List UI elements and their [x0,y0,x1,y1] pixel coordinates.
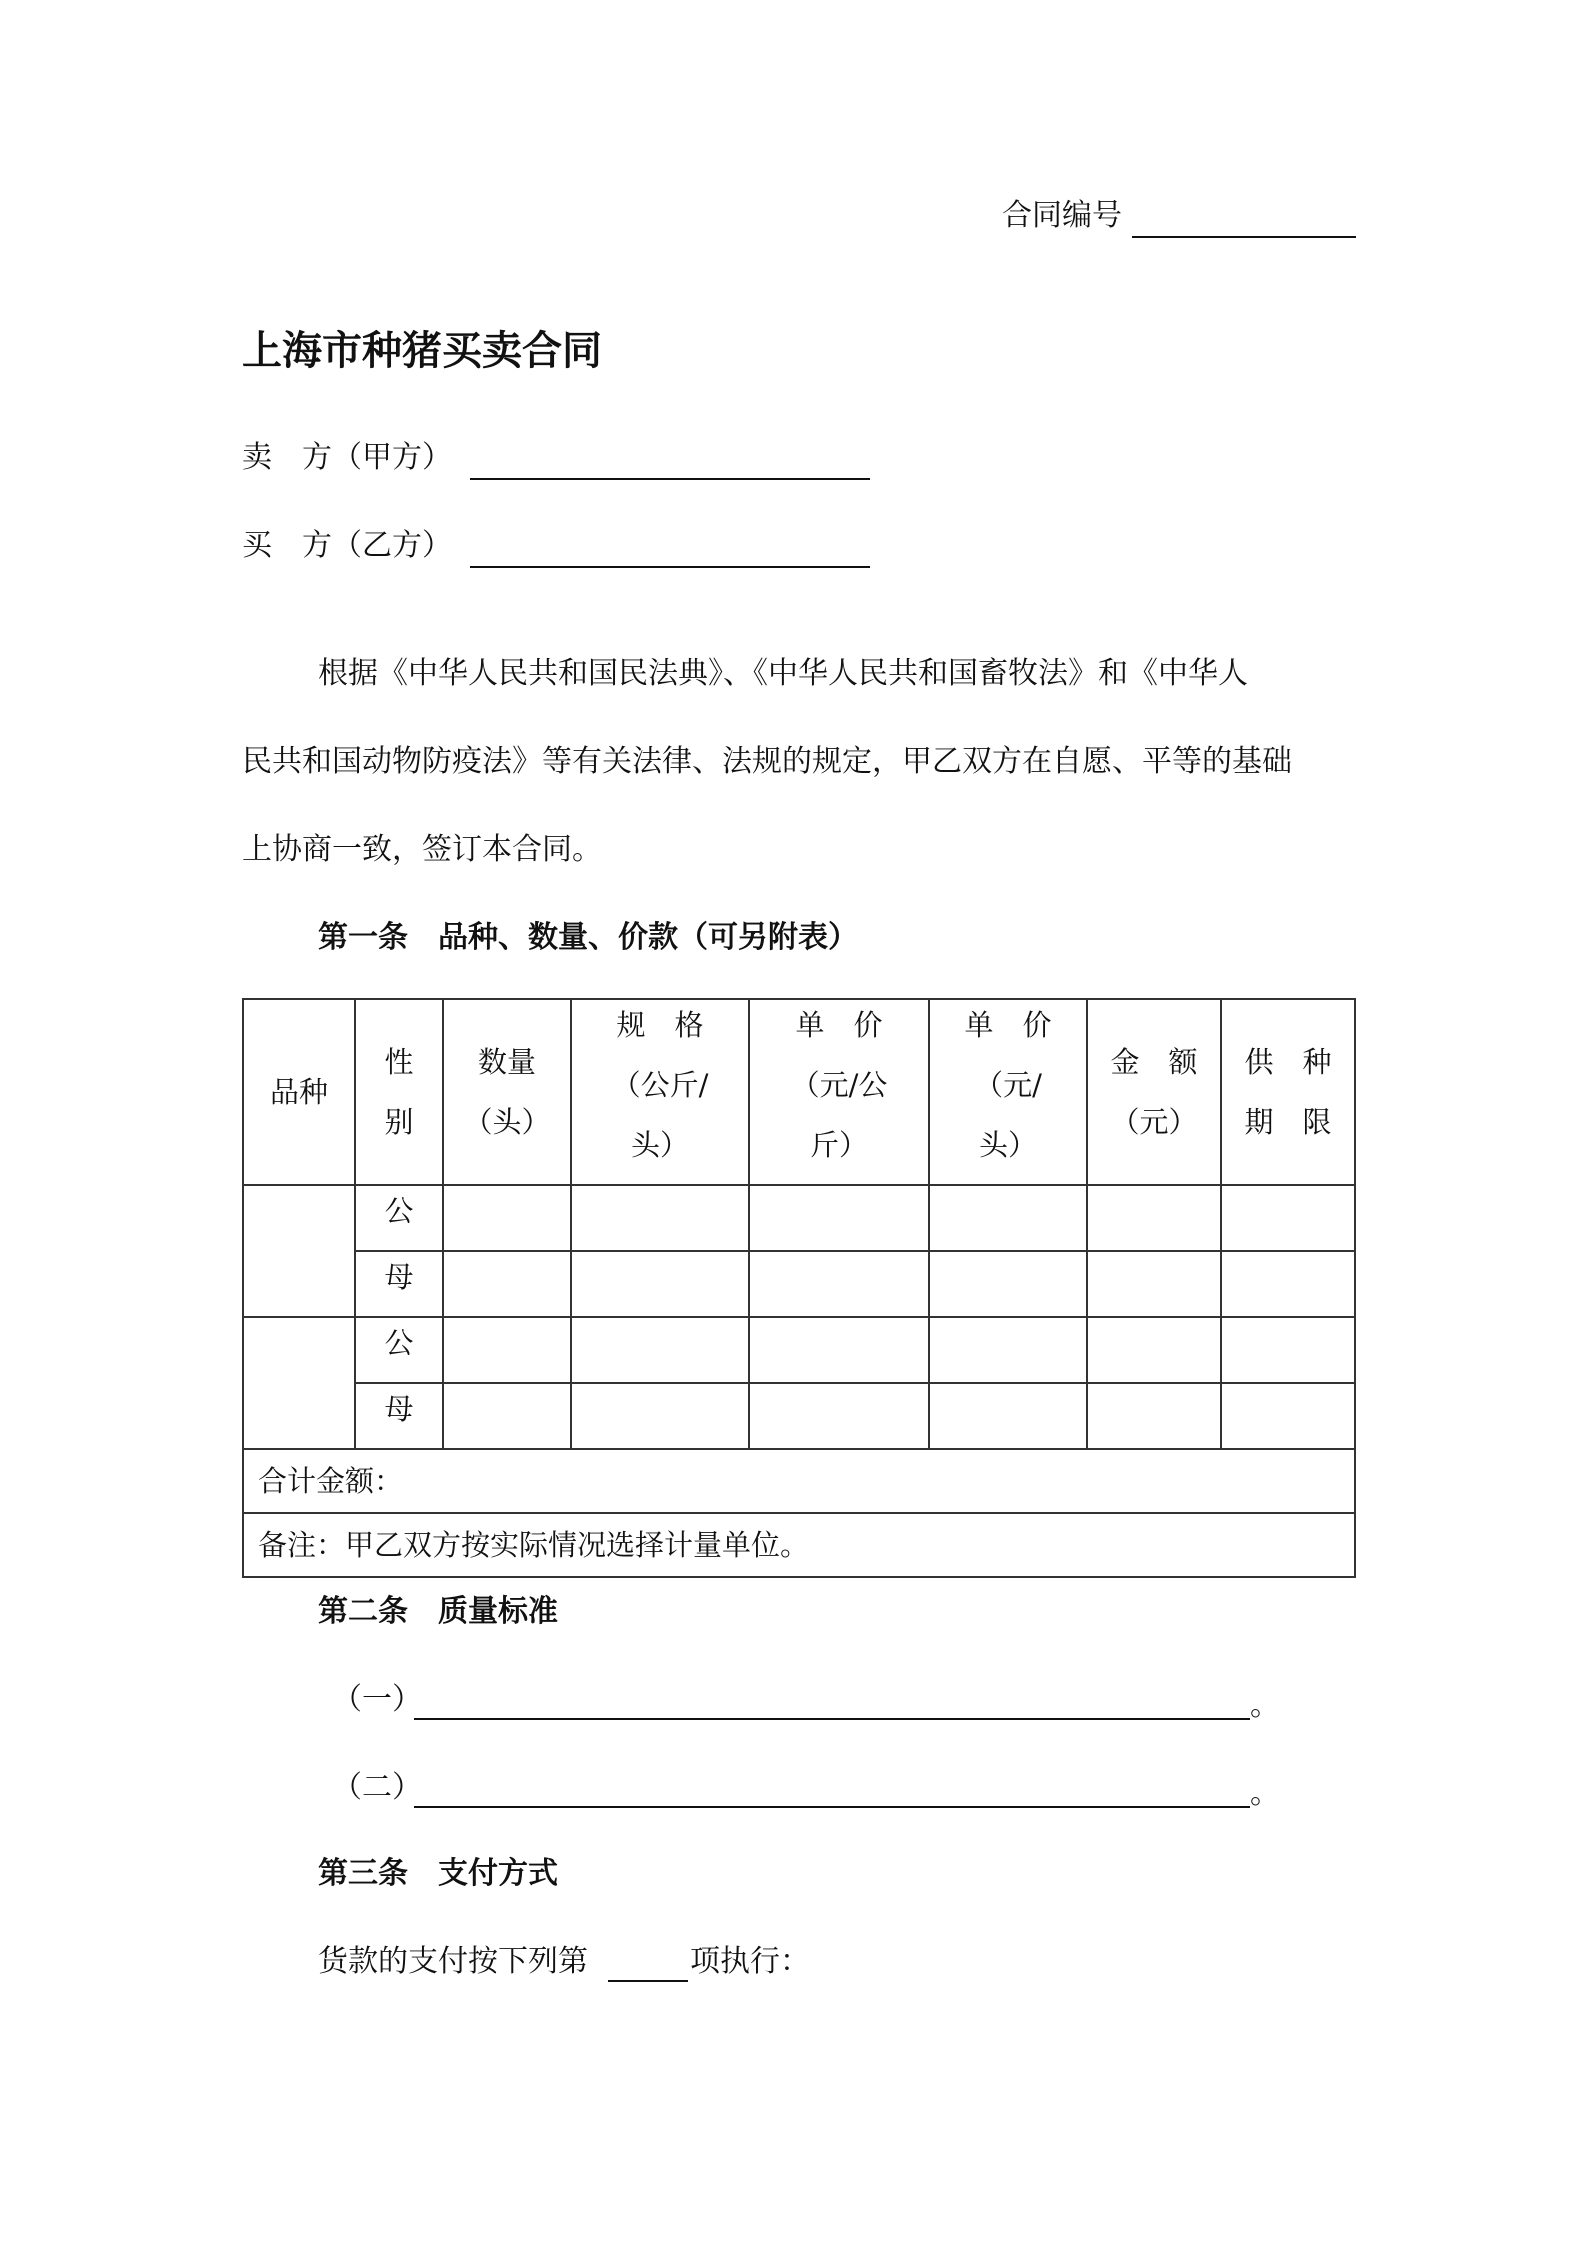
total-amount-cell[interactable]: 合计金额： [243,1449,1355,1513]
header-price-per-kg-line-3: 斤） [809,1128,868,1162]
price-per-head-cell[interactable] [929,1185,1087,1251]
sex-cell-male: 公 [355,1185,443,1251]
price-per-kg-cell[interactable] [749,1251,929,1317]
buyer-name-field[interactable] [470,566,870,568]
quality-item-1-period: 。 [1250,1688,1280,1723]
intro-paragraph-line-2: 民共和国动物防疫法》等有关法律、法规的规定，甲乙双方在自愿、平等的基础 [242,744,1292,779]
quality-item-1-field[interactable] [414,1718,1250,1720]
quality-item-2-field[interactable] [414,1806,1250,1808]
sex-cell-female: 母 [355,1251,443,1317]
quantity-cell[interactable] [443,1317,571,1383]
header-price-per-head-line-1: 单 价 [964,1008,1052,1042]
contract-number-label: 合同编号 [1002,198,1122,233]
price-per-head-cell[interactable] [929,1383,1087,1449]
header-quantity-line-1: 数量 [477,1045,536,1079]
table-row [243,1317,1355,1383]
product-table [242,998,1356,1578]
intro-paragraph-line-3: 上协商一致，签订本合同。 [242,832,602,867]
header-quantity-line-2: （头） [463,1105,551,1139]
breed-cell[interactable] [243,1317,355,1449]
header-spec-line-2: （公斤/ [611,1068,709,1102]
price-per-kg-cell[interactable] [749,1185,929,1251]
header-spec-line-1: 规 格 [616,1008,704,1042]
payment-option-field[interactable] [608,1980,688,1982]
header-supply-term [1221,999,1355,1185]
spec-cell[interactable] [571,1251,749,1317]
total-row [243,1449,1355,1513]
header-sex-line-2: 别 [384,1105,414,1139]
header-amount-line-2: （元） [1110,1105,1198,1139]
amount-cell[interactable] [1087,1383,1221,1449]
header-amount-line-1: 金 额 [1110,1045,1198,1079]
table-row [243,1383,1355,1449]
quality-item-2-period: 。 [1250,1776,1280,1811]
spec-cell[interactable] [571,1383,749,1449]
document-title: 上海市种猪买卖合同 [242,328,602,374]
sex-cell-female: 母 [355,1383,443,1449]
header-breed: 品种 [243,999,355,1185]
intro-paragraph-line-1: 根据《中华人民共和国民法典》、《中华人民共和国畜牧法》和《中华人 [318,656,1248,691]
spec-cell[interactable] [571,1317,749,1383]
header-price-per-head-line-2: （元/ [974,1068,1042,1102]
header-sex-line-1: 性 [384,1045,414,1079]
remark-cell: 备注：甲乙双方按实际情况选择计量单位。 [243,1513,1355,1577]
price-per-head-cell[interactable] [929,1317,1087,1383]
seller-label: 卖 方（甲方） [242,440,452,475]
supply-term-cell[interactable] [1221,1251,1355,1317]
amount-cell[interactable] [1087,1317,1221,1383]
header-quantity [443,999,571,1185]
header-spec-line-3: 头） [630,1128,689,1162]
payment-text-after: 项执行： [690,1944,810,1979]
quality-item-1-label: （一） [332,1682,422,1717]
header-price-per-kg-line-1: 单 价 [795,1008,883,1042]
quality-item-2-label: （二） [332,1770,422,1805]
spec-cell[interactable] [571,1185,749,1251]
header-price-per-head [929,999,1087,1185]
sex-cell-male: 公 [355,1317,443,1383]
price-per-kg-cell[interactable] [749,1383,929,1449]
header-spec [571,999,749,1185]
quantity-cell[interactable] [443,1185,571,1251]
header-amount [1087,999,1221,1185]
payment-text-before: 货款的支付按下列第 [318,1944,588,1979]
article-2-heading: 第二条 质量标准 [318,1594,558,1629]
quantity-cell[interactable] [443,1383,571,1449]
quantity-cell[interactable] [443,1251,571,1317]
header-supply-term-line-1: 供 种 [1244,1045,1332,1079]
article-3-heading: 第三条 支付方式 [318,1856,558,1891]
table-header-row [243,999,1355,1185]
breed-cell[interactable] [243,1185,355,1317]
price-per-kg-cell[interactable] [749,1317,929,1383]
table-row [243,1185,1355,1251]
seller-name-field[interactable] [470,478,870,480]
header-price-per-kg [749,999,929,1185]
article-1-heading: 第一条 品种、数量、价款（可另附表） [318,920,858,955]
buyer-label: 买 方（乙方） [242,528,452,563]
header-price-per-head-line-3: 头） [978,1128,1037,1162]
amount-cell[interactable] [1087,1251,1221,1317]
remark-row [243,1513,1355,1577]
table-row [243,1251,1355,1317]
header-price-per-kg-line-2: （元/公 [790,1068,888,1102]
supply-term-cell[interactable] [1221,1383,1355,1449]
amount-cell[interactable] [1087,1185,1221,1251]
header-sex [355,999,443,1185]
supply-term-cell[interactable] [1221,1185,1355,1251]
contract-number-field[interactable] [1132,236,1356,238]
supply-term-cell[interactable] [1221,1317,1355,1383]
header-supply-term-line-2: 期 限 [1244,1105,1332,1139]
price-per-head-cell[interactable] [929,1251,1087,1317]
